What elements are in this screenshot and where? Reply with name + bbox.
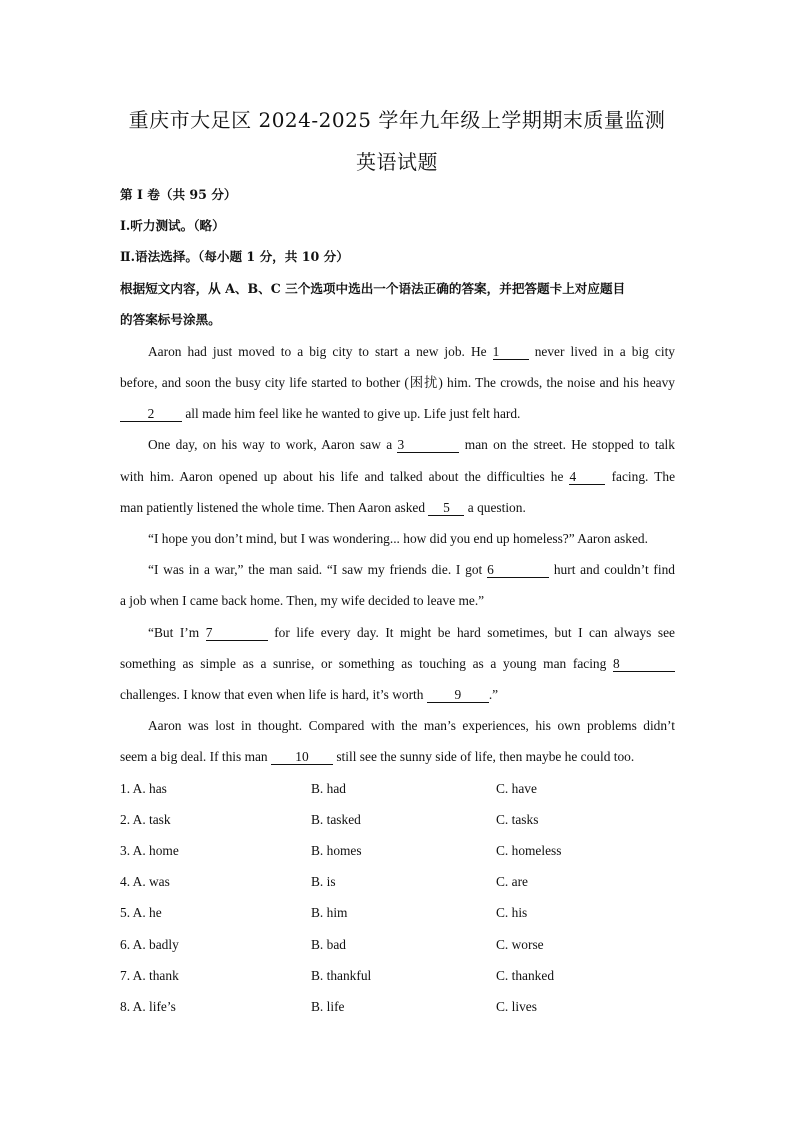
blank-8: 8 [613, 657, 675, 672]
exam-title: 重庆市大足区 2024-2025 学年九年级上学期期末质量监测 [128, 108, 666, 132]
blank-5: 5 [428, 501, 464, 516]
exam-subtitle: 英语试题 [356, 150, 438, 174]
option-b: B. him [311, 905, 348, 920]
passage-line: before, and soon the busy city life started to bother (困扰) him. The crowds, the noise and his heavy [120, 375, 675, 390]
passage-line: a job when I came back home. Then, my wife decided to leave me.” [120, 593, 485, 608]
option-c: C. tasks [496, 812, 539, 827]
passage-line: challenges. I know that even when life is hard, it’s worth 9 .” [120, 687, 499, 702]
blank-7: 7 [206, 626, 268, 641]
part-heading: 第 I 卷（共 95 分） [120, 187, 237, 202]
passage-line: with him. Aaron opened up about his life and talked about the difficulties he 4 facing. The [120, 469, 676, 484]
blank-1: 1 [493, 345, 529, 360]
passage-line: Aaron had just moved to a big city to start a new job. He 1 never lived in a big city [148, 344, 675, 359]
blank-6: 6 [487, 563, 549, 578]
blank-10: 10 [271, 750, 333, 765]
option-a: 4. A. was [120, 874, 170, 889]
blank-3: 3 [397, 438, 459, 453]
passage-line: man patiently listened the whole time. Then Aaron asked 5 a question. [120, 500, 526, 515]
blank-2: 2 [120, 407, 182, 422]
option-c: C. worse [496, 937, 544, 952]
option-a: 8. A. life’s [120, 999, 176, 1014]
option-c: C. are [496, 874, 528, 889]
option-a: 1. A. has [120, 781, 167, 796]
option-b: B. bad [311, 937, 346, 952]
passage-line: “But I’m 7 for life every day. It might be hard sometimes, but I can always see [148, 625, 675, 640]
passage-line: “I was in a war,” the man said. “I saw my friends die. I got 6 hurt and couldn’t find [148, 562, 675, 577]
option-b: B. is [311, 874, 336, 889]
passage-line: something as simple as a sunrise, or something as touching as a young man facing 8 [120, 655, 675, 673]
option-c: C. have [496, 781, 537, 796]
option-b: B. life [311, 999, 345, 1014]
option-a: 6. A. badly [120, 937, 179, 952]
listening-heading: Ⅰ.听力测试。（略） [120, 218, 225, 233]
option-b: B. had [311, 781, 346, 796]
instruction-line-2: 的答案标号涂黑。 [120, 312, 221, 327]
blank-4: 4 [569, 470, 605, 485]
option-c: C. his [496, 905, 528, 920]
option-c: C. homeless [496, 843, 562, 858]
option-a: 3. A. home [120, 843, 179, 858]
passage-line: One day, on his way to work, Aaron saw a 3 man on the street. He stopped to talk [148, 437, 675, 452]
passage-line: 2 all made him feel like he wanted to give up. Life just felt hard. [120, 405, 675, 423]
option-b: B. thankful [311, 968, 372, 983]
option-a: 2. A. task [120, 812, 171, 827]
blank-9: 9 [427, 688, 489, 703]
instruction-line-1: 根据短文内容，从 A、B、C 三个选项中选出一个语法正确的答案，并把答题卡上对应题目 [120, 281, 626, 296]
option-a: 5. A. he [120, 905, 162, 920]
grammar-heading: Ⅱ.语法选择。（每小题 1 分，共 10 分） [120, 249, 349, 264]
option-b: B. tasked [311, 812, 361, 827]
passage-line: seem a big deal. If this man 10 still see the sunny side of life, then maybe he could too. [120, 749, 635, 764]
option-a: 7. A. thank [120, 968, 179, 983]
option-c: C. lives [496, 999, 537, 1014]
passage-line: Aaron was lost in thought. Compared with the man’s experiences, his own problems didn’t [148, 718, 675, 733]
passage-line: “I hope you don’t mind, but I was wondering... how did you end up homeless?” Aaron asked. [148, 531, 648, 546]
option-c: C. thanked [496, 968, 555, 983]
option-b: B. homes [311, 843, 362, 858]
